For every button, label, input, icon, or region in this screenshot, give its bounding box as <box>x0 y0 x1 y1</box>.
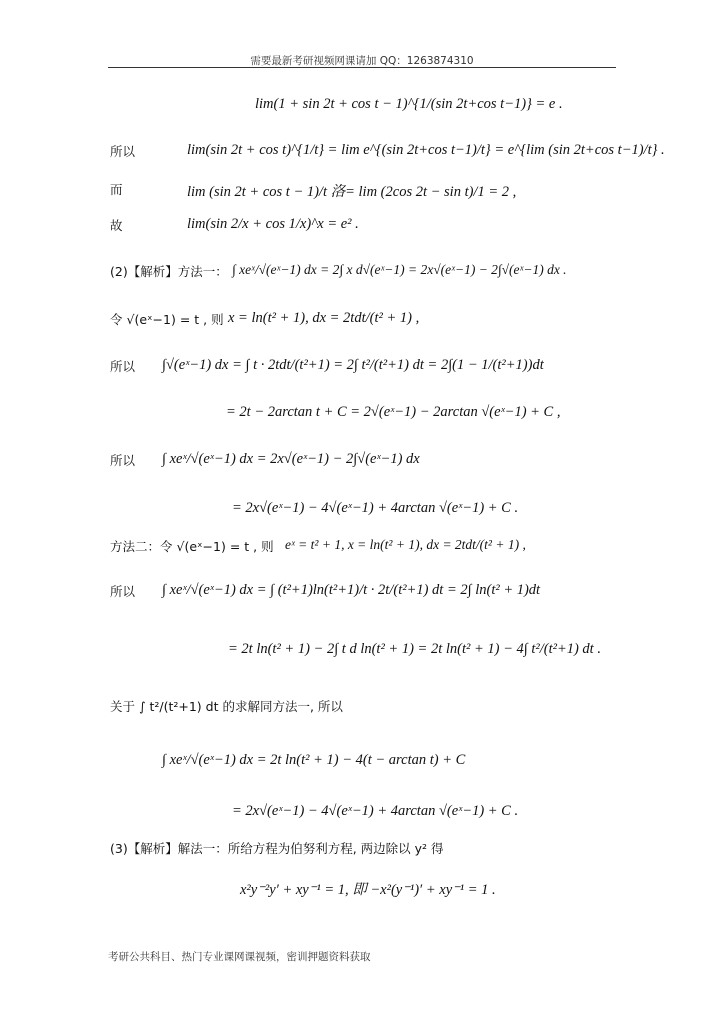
page-footer: 考研公共科目、热门专业课网课视频，密训押题资料获取 <box>108 951 371 963</box>
math-line-18: x²y⁻²y′ + xy⁻¹ = 1, 即 −x²(y⁻¹)′ + xy⁻¹ = 1 . <box>240 882 496 898</box>
math-line-6: x = ln(t² + 1), dx = 2tdt/(t² + 1) , <box>228 310 420 326</box>
header-rule <box>108 67 616 68</box>
math-line-15: ∫ xeˣ/√(eˣ−1) dx = 2t ln(t² + 1) − 4(t − arctan t) + C <box>162 752 466 768</box>
section-3-label: (3)【解析】解法一：所给方程为伯努利方程, 两边除以 y² 得 <box>110 841 444 856</box>
math-line-9: ∫ xeˣ/√(eˣ−1) dx = 2x√(eˣ−1) − 2∫√(eˣ−1) dx <box>162 451 420 467</box>
text-label-8: 所以 <box>110 453 136 468</box>
math-line-4: lim(sin 2/x + cos 1/x)^x = e² . <box>187 216 359 232</box>
math-line-16: = 2x√(eˣ−1) − 4√(eˣ−1) + 4arctan √(eˣ−1) + C . <box>232 803 519 819</box>
method-2-label: 方法二：令 √(eˣ−1) = t , 则 <box>110 539 274 554</box>
text-label-2: 而 <box>110 182 123 197</box>
math-line-10: = 2x√(eˣ−1) − 4√(eˣ−1) + 4arctan √(eˣ−1) + C . <box>232 500 519 516</box>
text-label-11: 所以 <box>110 584 136 599</box>
math-line-2: lim(sin 2t + cos t)^{1/t} = lim e^{(sin 2t+cos t−1)/t} = e^{lim (sin 2t+cos t−1)/t} . <box>187 142 665 158</box>
text-label-5: 令 √(eˣ−1) = t , 则 <box>110 312 224 327</box>
math-line-13: = 2t ln(t² + 1) − 2∫ t d ln(t² + 1) = 2t ln(t² + 1) − 4∫ t²/(t²+1) dt . <box>228 641 601 657</box>
section-2-label: (2)【解析】方法一： <box>110 264 228 279</box>
math-line-5: ∫ xeˣ/√(eˣ−1) dx = 2∫ x d√(eˣ−1) = 2x√(eˣ−1) − 2∫√(eˣ−1) dx . <box>232 262 567 277</box>
text-label-13: 关于 ∫ t²/(t²+1) dt 的求解同方法一, 所以 <box>110 699 343 714</box>
math-line-3: lim (sin 2t + cos t − 1)/t 洛= lim (2cos 2t − sin t)/1 = 2 , <box>187 184 517 200</box>
math-line-11: eˣ = t² + 1, x = ln(t² + 1), dx = 2tdt/(t² + 1) , <box>285 537 526 552</box>
text-label-3: 故 <box>110 218 123 233</box>
page-header: 需要最新考研视频网课请加 QQ：1263874310 <box>250 55 474 67</box>
text-label-6: 所以 <box>110 359 136 374</box>
math-line-8: = 2t − 2arctan t + C = 2√(eˣ−1) − 2arctan √(eˣ−1) + C , <box>226 404 561 420</box>
math-line-7: ∫√(eˣ−1) dx = ∫ t · 2tdt/(t²+1) = 2∫ t²/(t²+1) dt = 2∫(1 − 1/(t²+1))dt <box>162 357 544 373</box>
math-line-1: lim(1 + sin 2t + cos t − 1)^{1/(sin 2t+cos t−1)} = e . <box>255 96 563 112</box>
math-line-12: ∫ xeˣ/√(eˣ−1) dx = ∫ (t²+1)ln(t²+1)/t · 2t/(t²+1) dt = 2∫ ln(t² + 1)dt <box>162 582 541 598</box>
text-label-1: 所以 <box>110 144 136 159</box>
